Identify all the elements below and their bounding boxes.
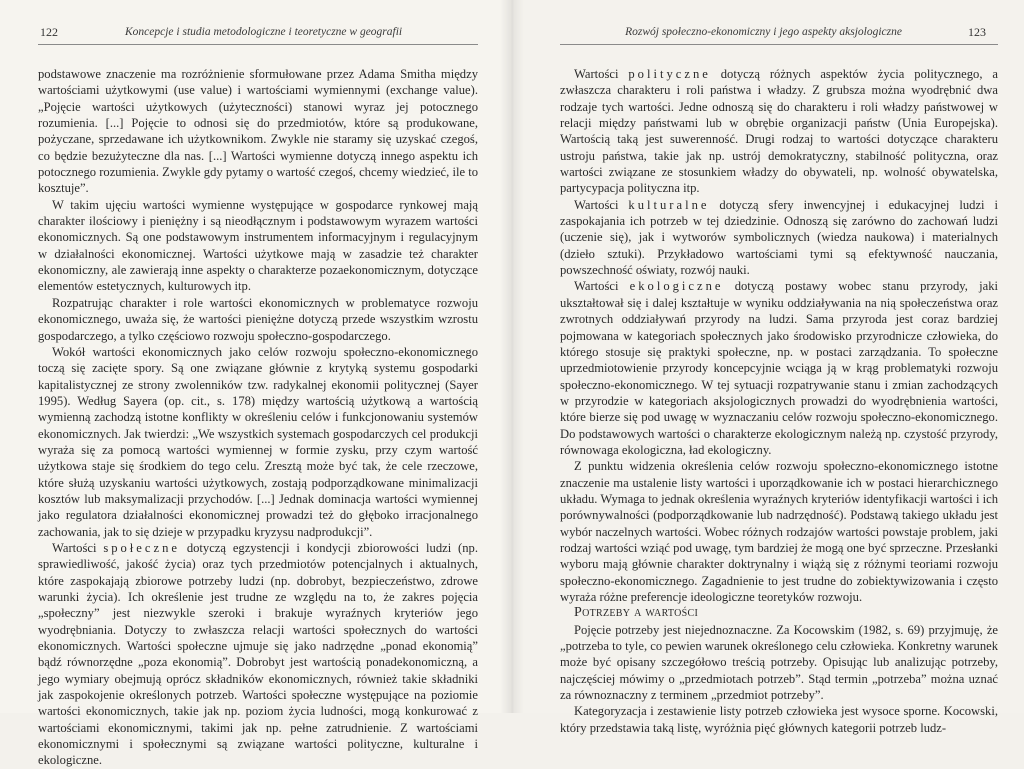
left-page-body bbox=[38, 66, 478, 769]
emphasized-term: ekologiczne bbox=[629, 279, 724, 294]
paragraph: Z punktu widzenia określenia celów rozwoju społeczno-ekonomicznego istotne znaczenie ma ustalenie listy wartości i uporządkowanie ich w postaci hierarchicznego układu. Wymaga to jednak określenia wyraźnych kryteriów identyfikacji wartości i ich porównywalności (podporządkowanie lub nadrzędność). Podstawą takiego układu jest wybór naczelnych wartości. Wobec różnych rodzajów wartości powstaje problem, jaki rodzaj wartości wziąć pod uwagę, tym bardziej że mogą one być sprzeczne. Przesłanki wyboru mają głównie charakter doktrynalny i wiążą się z różnymi teoriami rozwoju społeczno-ekonomicznego. Zagadnienie to jest trudne do zobiektywizowania i często wyraża różne preferencje ideologiczne teoretyków rozwoju. bbox=[560, 459, 998, 604]
header-rule bbox=[560, 44, 998, 45]
emphasized-term: społeczne bbox=[103, 540, 180, 555]
running-head: Koncepcje i studia metodologiczne i teoretyczne w geografii bbox=[125, 26, 403, 38]
running-head: Rozwój społeczno-ekonomiczny i jego aspekty aksjologiczne bbox=[625, 26, 902, 38]
paragraph-lead: Wartości bbox=[574, 197, 629, 212]
paragraph: Kategoryzacja i zestawienie listy potrzeb człowieka jest wysoce sporne. Kocowski, który przedstawia taką listę, wyróżnia pięć głównych kategorii potrzeb ludz- bbox=[560, 704, 998, 735]
section-heading-text: Potrzeby a wartości bbox=[574, 605, 699, 621]
right-page bbox=[512, 0, 1024, 735]
emphasized-term: kulturalne bbox=[628, 197, 710, 212]
paragraph: Wokół wartości ekonomicznych jako celów rozwoju społeczno-ekonomicznego toczą się zacięte spory. Są one związane głównie z krytyką systemu gospodarki kapitalistycznej ze strony zwolenników tzw. radykalnej ekonomii politycznej (Sayer 1995). Według Sayera (op. cit., s. 178) między wartością użytkową a wartością wymienną zachodzą istotne konflikty w określeniu celów i funkcjonowaniu systemów ekonomicznych. Jak twierdzi: „We wszystkich systemach gospodarczych cel produkcji wyraża się za pomocą wartości wymiennej w formie zysku, przy czym wartość użytkowa staje się środkiem do tego celu. Zresztą może być tak, że cele rzeczowe, które służą uzyskaniu wartości użytkowych, zostają podporządkowane minimalizacji kosztów lub maksymalizacji przychodów. [...] Jednak dominacja wartości wymiennej jako regulatora działalności ekonomicznej prowadzi też do głęboko irracjonalnego zachowania, jak to się dzieje w przypadku kryzysu nadprodukcji”. bbox=[38, 344, 478, 539]
emphasized-term: polityczne bbox=[628, 67, 711, 81]
right-page-body bbox=[560, 66, 998, 736]
book-gutter bbox=[500, 0, 524, 713]
paragraph-lead: Wartości bbox=[52, 540, 104, 555]
paragraph: Pojęcie potrzeby jest niejednoznaczne. Za Kocowskim (1982, s. 69) przyjmuję, że „potrzeba to tyle, co pewien warunek określonego celu człowieka. Konkretny warunek może być opisany szczegółowo treścią potrzeby. Opisując lub analizując potrzeby, najczęściej mówimy o „przedmiotach potrzeb”. Stąd termin „potrzeba” można uznać za równoznaczny z terminem „przedmiot potrzeby”. bbox=[560, 622, 998, 703]
paragraph-rest: dotyczą postawy wobec stanu przyrody, jaki ukształtował się i dalej kształtuje w wyniku oddziaływania na nią społeczeństwa oraz zwrotnych oddziaływań przyrody na ludzi. Sama przyroda jest coraz bardziej pojmowana w kategoriach społecznych jako środowisko przyrodnicze człowieka, do którego stosuje się praktyki społeczne, np. w postaci zarządzania. To społeczne uprzedmiotowienie przyrody koncepcyjnie wciąga ją w krąg problematyki rozwoju społeczno-ekonomicznego. W tej sytuacji rozpatrywanie stanu i zmian zachodzących w przyrodzie w kategoriach aksjologicznych prowadzi do wyodrębnienia wartości, które bierze się pod uwagę w wyznaczaniu celów rozwoju społeczno-ekonomicznego. Do podstawowych wartości o charakterze ekologicznym należą np. czystość przyrody, równowaga ekologiczna, ład ekologiczny. bbox=[560, 279, 998, 457]
page-number: 122 bbox=[40, 25, 58, 39]
paragraph bbox=[560, 66, 998, 197]
paragraph bbox=[560, 197, 998, 279]
section-heading bbox=[560, 605, 998, 621]
header-rule bbox=[38, 44, 478, 45]
paragraph bbox=[560, 278, 998, 458]
paragraph: W takim ujęciu wartości wymienne występujące w gospodarce rynkowej mają charakter ilościowy i pieniężny i są nieodłącznym i podstawowym wyrazem wartości ekonomicznych. Są one podstawowym instrumentem informacyjnym i regulacyjnym w działalności ekonomicznej. Wartości użytkowe mają w zasadzie też charakter ekonomiczny, ale zawierają inne aspekty o charakterze pozaekonomicznym, dotyczące elementów estetycznych, kulturowych itp. bbox=[38, 197, 478, 294]
paragraph-rest: dotyczą egzystencji i kondycji zbiorowości ludzi (np. sprawiedliwość, jakość życia) oraz tych przedmiotów potencjalnych i aktualnych, które zaspokajają zbiorowe potrzeby ludzi (np. dobrobyt, bezpieczeństwo, zdrowe warunki życia). Ich określenie jest trudne ze względu na to, że zakres pojęcia „społeczny” jest niezwykle szeroki i brakuje wyraźnych kryteriów jego wyodrębniania. Dotyczy to zwłaszcza relacji wartości społecznych do wartości ekonomicznych. Wartości społeczne ujmuje się jako nadrzędne „ponad ekonomią” bądź równorzędne „poza ekonomią”. Dobrobyt jest wartością ponadekonomiczną, a jego wymiary obejmują oprócz składników ekonomicznych, również takie składniki jak zaspokojenie określonych potrzeb. Wartości społeczne występujące na poziomie wartości ekonomicznych, takie jak np. poziom życia ludności, mogą konkurować z wartościami ekonomicznymi, takimi jak np. pełne zatrudnienie. Z wartościami ekonomicznymi i społecznymi są związane wartości polityczne, kulturalne i ekologiczne. bbox=[38, 540, 478, 768]
paragraph-rest: dotyczą różnych aspektów życia politycznego, a zwłaszcza charakteru i roli państwa i władzy. Z grubsza można wyodrębnić dwa rodzaje tych wartości. Jedne odnoszą się do charakteru i roli władzy państwowej w relacji między państwami lub w obrębie organizacji państw (Unia Europejska). Wartością taką jest suwerenność. Drugi rodzaj to wartości dotyczące charakteru ustroju państwa, takie jak np. ustrój demokratyczny, stabilność polityczna, oraz wartości związane ze stosunkiem władzy do obywateli, np. wolność obywatelska, partycypacja polityczna itp. bbox=[560, 67, 998, 196]
paragraph-lead: Wartości bbox=[574, 67, 629, 81]
paragraph-rest: dotyczą sfery inwencyjnej i edukacyjnej ludzi i zaspokajania ich potrzeb w tej dziedzinie. Odnoszą się zarówno do zachowań ludzi (uczenie się), jak i wytworów symbolicznych (wiedza naukowa) i materialnych (dzieło sztuki). Przykładowo wartościami tymi są efektywność nauczania, powszechność oświaty, rozwój nauki. bbox=[560, 197, 998, 278]
page-number: 123 bbox=[968, 25, 986, 39]
paragraph: Rozpatrując charakter i role wartości ekonomicznych w problematyce rozwoju ekonomicznego, uważa się, że wartości pieniężne dotyczą przede wszystkim wzrostu gospodarczego, a tylko częściowo rozwoju społeczno-gospodarczego. bbox=[38, 295, 478, 343]
paragraph bbox=[38, 540, 478, 769]
paragraph-lead: Wartości bbox=[574, 279, 630, 294]
left-page bbox=[0, 0, 512, 768]
paragraph: podstawowe znaczenie ma rozróżnienie sformułowane przez Adama Smitha między wartościami użytkowymi (use value) i wartościami wymiennymi (exchange value). „Pojęcie wartości użytkowych (użyteczności) stanowi wyraz jej potocznego rozumienia. [...] Pojęcie to odnosi się do przedmiotów, które są produkowane, pożyczane, sprzedawane ich użytkownikom. Zwykle nie staramy się uzyskać czegoś, co będzie bezużyteczne dla nas. [...] Wartości wymienne dotyczą innego aspektu ich potocznego rozumienia. Zwykle gdy pytamy o wartość czegoś, chcemy wiedzieć, ile to kosztuje”. bbox=[38, 67, 478, 196]
